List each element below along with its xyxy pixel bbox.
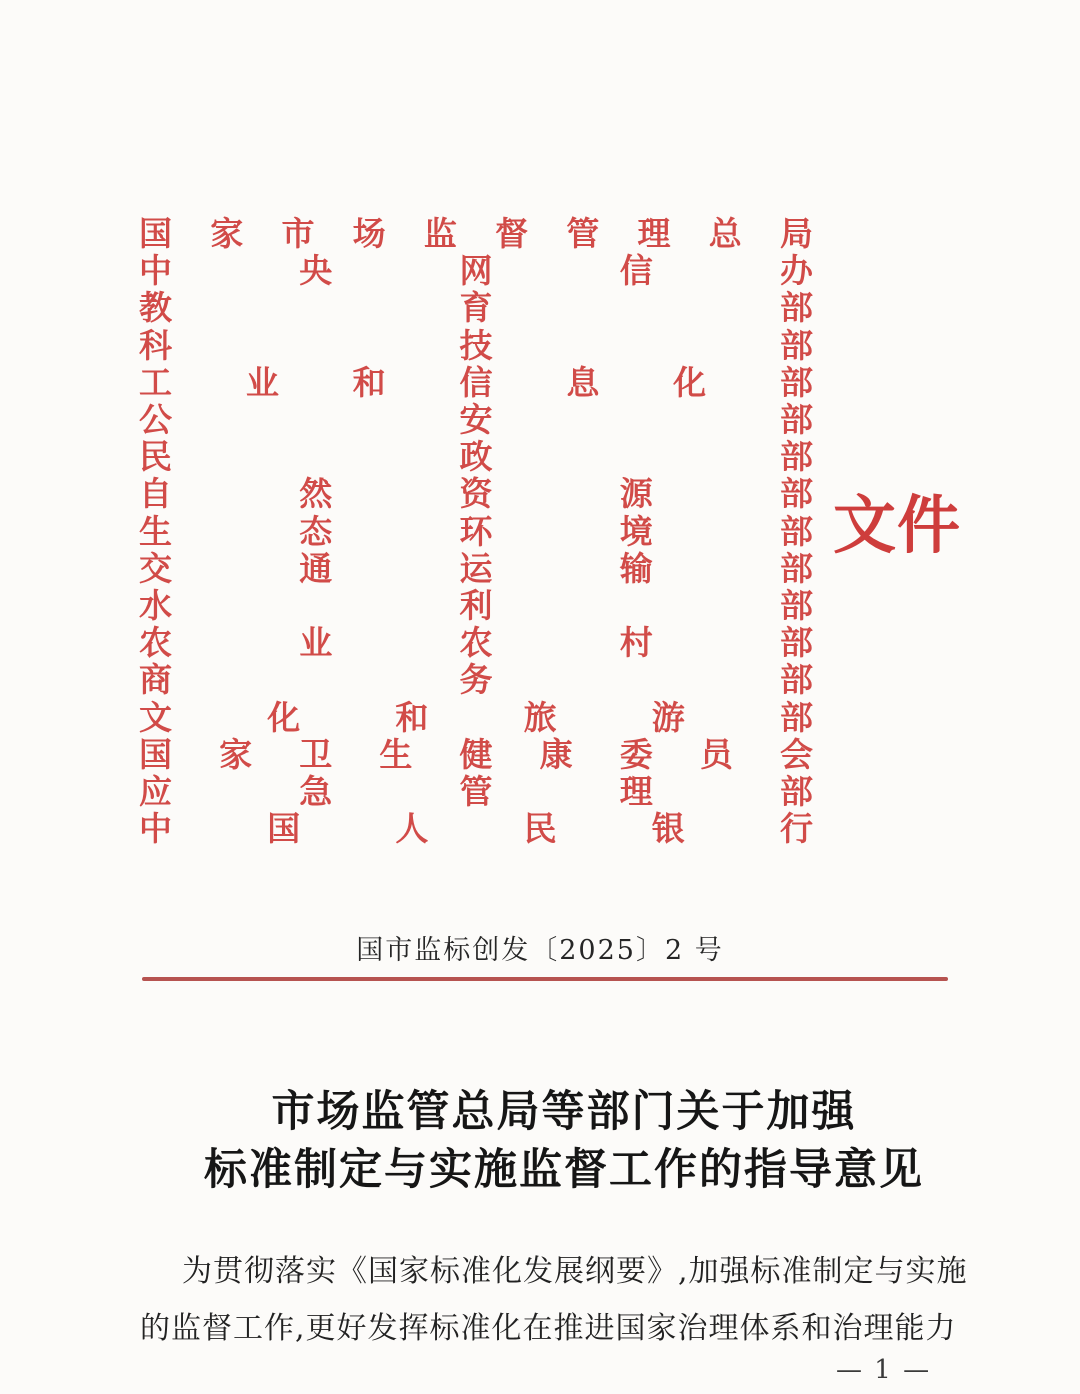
agency-char: 会 <box>780 734 813 774</box>
agency-char: 教 <box>139 288 172 328</box>
agency-char: 务 <box>459 660 493 700</box>
agency-char: 理 <box>637 214 671 254</box>
agency-char: 市 <box>281 214 315 254</box>
agency-char: 环 <box>459 511 493 551</box>
agency-char: 网 <box>459 251 493 291</box>
agency-char: 业 <box>245 362 279 402</box>
agency-char: 家 <box>210 214 244 254</box>
agency-char: 运 <box>459 548 493 588</box>
agency-row <box>138 215 814 252</box>
issuing-agencies-block <box>138 215 814 847</box>
agency-char: 农 <box>459 623 493 663</box>
agency-char: 通 <box>299 548 333 588</box>
agency-row <box>138 773 814 810</box>
agency-char: 办 <box>780 251 813 291</box>
agency-char: 农 <box>139 623 172 663</box>
agency-char: 育 <box>459 288 493 328</box>
agency-row <box>138 475 814 512</box>
agency-char: 部 <box>780 623 813 663</box>
agency-char: 部 <box>780 288 813 328</box>
body-paragraph <box>140 1243 980 1357</box>
agency-char: 部 <box>780 771 813 811</box>
agency-char: 人 <box>395 809 429 849</box>
agency-char: 部 <box>780 437 813 477</box>
agency-char: 村 <box>619 623 653 663</box>
body-line-1: 为贯彻落实《国家标准化发展纲要》,加强标准制定与实施 <box>182 1254 968 1289</box>
agency-char: 信 <box>619 251 653 291</box>
agency-char: 家 <box>219 734 253 774</box>
agency-char: 民 <box>139 437 172 477</box>
agency-char: 政 <box>459 437 493 477</box>
agency-row <box>138 289 814 326</box>
agency-row <box>138 364 814 401</box>
agency-char: 境 <box>619 511 653 551</box>
agency-char: 局 <box>779 214 813 254</box>
page-number: — 1 — <box>836 1355 932 1385</box>
agency-char: 部 <box>779 697 813 737</box>
agency-row <box>138 252 814 289</box>
document-label: 文件 <box>833 488 961 562</box>
agency-char: 游 <box>651 697 685 737</box>
agency-char: 输 <box>619 548 653 588</box>
agency-char: 康 <box>539 734 573 774</box>
agency-char: 员 <box>699 734 733 774</box>
agency-char: 理 <box>619 771 653 811</box>
agency-char: 息 <box>566 362 600 402</box>
agency-char: 行 <box>779 809 813 849</box>
agency-char: 民 <box>523 809 557 849</box>
document-number: 国市监标创发〔2025〕2 号 <box>356 935 724 966</box>
agency-char: 水 <box>139 585 172 625</box>
agency-char: 银 <box>651 809 685 849</box>
agency-char: 央 <box>299 251 333 291</box>
agency-char: 文 <box>139 697 172 737</box>
agency-char: 管 <box>459 771 493 811</box>
agency-row <box>138 438 814 475</box>
agency-char: 监 <box>423 214 457 254</box>
agency-char: 急 <box>299 771 333 811</box>
red-separator-line <box>142 977 948 981</box>
agency-row <box>138 327 814 364</box>
agency-char: 部 <box>780 585 813 625</box>
agency-char: 督 <box>495 214 529 254</box>
agency-row <box>138 513 814 550</box>
agency-char: 利 <box>459 585 493 625</box>
agency-char: 国 <box>267 809 301 849</box>
agency-char: 公 <box>139 400 172 440</box>
agency-char: 管 <box>566 214 600 254</box>
agency-char: 科 <box>139 325 172 365</box>
agency-char: 源 <box>619 474 653 514</box>
agency-char: 部 <box>779 362 813 402</box>
agency-char: 化 <box>267 697 301 737</box>
agency-char: 部 <box>780 325 813 365</box>
agency-row <box>138 736 814 773</box>
agency-char: 部 <box>780 400 813 440</box>
agency-char: 化 <box>673 362 707 402</box>
agency-char: 和 <box>395 697 429 737</box>
agency-char: 中 <box>139 809 172 849</box>
agency-char: 商 <box>139 660 172 700</box>
agency-row <box>138 698 814 735</box>
agency-char: 健 <box>459 734 493 774</box>
agency-char: 部 <box>780 548 813 588</box>
agency-row <box>138 550 814 587</box>
agency-char: 总 <box>708 214 742 254</box>
agency-char: 自 <box>139 474 172 514</box>
document-title-line1: 市场监管总局等部门关于加强 <box>271 1087 857 1137</box>
body-line-2: 的监督工作,更好发挥标准化在推进国家治理体系和治理能力 <box>140 1311 957 1346</box>
agency-char: 态 <box>299 511 333 551</box>
agency-char: 国 <box>139 734 172 774</box>
agency-char: 技 <box>459 325 493 365</box>
agency-row <box>138 401 814 438</box>
agency-char: 和 <box>352 362 386 402</box>
agency-char: 中 <box>139 251 172 291</box>
agency-char: 生 <box>139 511 172 551</box>
agency-char: 委 <box>619 734 653 774</box>
agency-char: 应 <box>139 771 172 811</box>
agency-char: 生 <box>379 734 413 774</box>
agency-row <box>138 587 814 624</box>
agency-char: 旅 <box>523 697 557 737</box>
agency-char: 部 <box>780 660 813 700</box>
agency-row <box>138 810 814 847</box>
agency-char: 安 <box>459 400 493 440</box>
agency-char: 部 <box>780 474 813 514</box>
agency-char: 交 <box>139 548 172 588</box>
agency-char: 然 <box>299 474 333 514</box>
agency-char: 信 <box>459 362 493 402</box>
agency-char: 部 <box>780 511 813 551</box>
agency-char: 工 <box>139 362 172 402</box>
agency-row <box>138 624 814 661</box>
agency-char: 业 <box>299 623 333 663</box>
document-title-line2: 标准制定与实施监督工作的指导意见 <box>204 1145 924 1195</box>
agency-char: 场 <box>352 214 386 254</box>
agency-char: 资 <box>459 474 493 514</box>
agency-char: 国 <box>139 214 172 254</box>
document-title <box>24 1083 1080 1199</box>
agency-char: 卫 <box>299 734 333 774</box>
agency-row <box>138 661 814 698</box>
